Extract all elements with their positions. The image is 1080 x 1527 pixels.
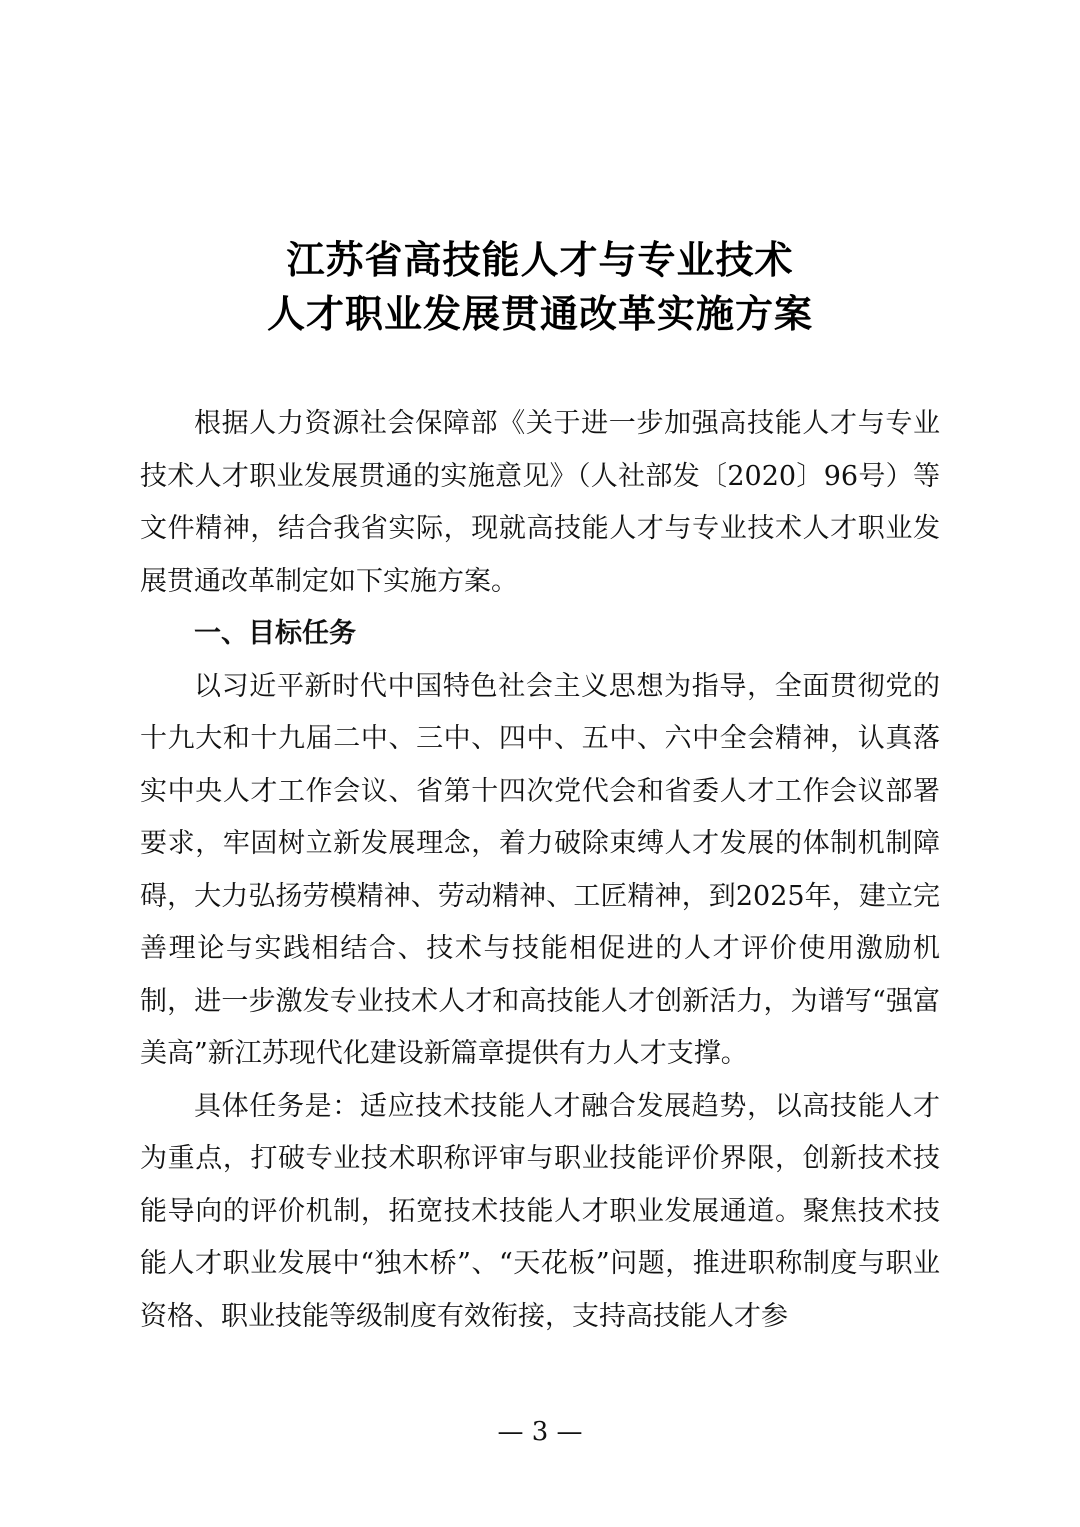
paragraph-guiding-principle: 以习近平新时代中国特色社会主义思想为指导，全面贯彻党的十九大和十九届二中、三中、四中、五中、六中全会精神，认真落实中央人才工作会议、省第十四次党代会和省委人才工作会议部署要求，牢固树立新发展理念，着力破除束缚人才发展的体制机制障碍，大力弘扬劳模精神、劳动精神、工匠精神，到2025年，建立完善理论与实践相结合、技术与技能相促进的人才评价使用激励机制，进一步激发专业技术人才和高技能人才创新活力，为谱写“强富美高”新江苏现代化建设新篇章提供有力人才支撑。 bbox=[140, 670, 940, 1069]
section-heading-goals: 一、目标任务 bbox=[194, 618, 356, 649]
paragraph-specific-tasks: 具体任务是：适应技术技能人才融合发展趋势，以高技能人才为重点，打破专业技术职称评审与职业技能评价界限，创新技术技能导向的评价机制，拓宽技术技能人才职业发展通道。聚焦技术技能人才职业发展中“独木桥”、“天花板”问题，推进职称制度与职业资格、职业技能等级制度有效衔接，支持高技能人才参 bbox=[140, 1090, 940, 1332]
document-body bbox=[140, 398, 940, 1343]
document-title-line-2: 人才职业发展贯通改革实施方案 bbox=[266, 292, 813, 336]
paragraph-intro: 根据人力资源社会保障部《关于进一步加强高技能人才与专业技术人才职业发展贯通的实施意见》（人社部发〔2020〕96号）等文件精神，结合我省实际，现就高技能人才与专业技术人才职业发展贯通改革制定如下实施方案。 bbox=[140, 408, 940, 597]
document-title-line-1: 江苏省高技能人才与专业技术 bbox=[286, 238, 794, 282]
page-number: — 3 — bbox=[497, 1417, 583, 1447]
